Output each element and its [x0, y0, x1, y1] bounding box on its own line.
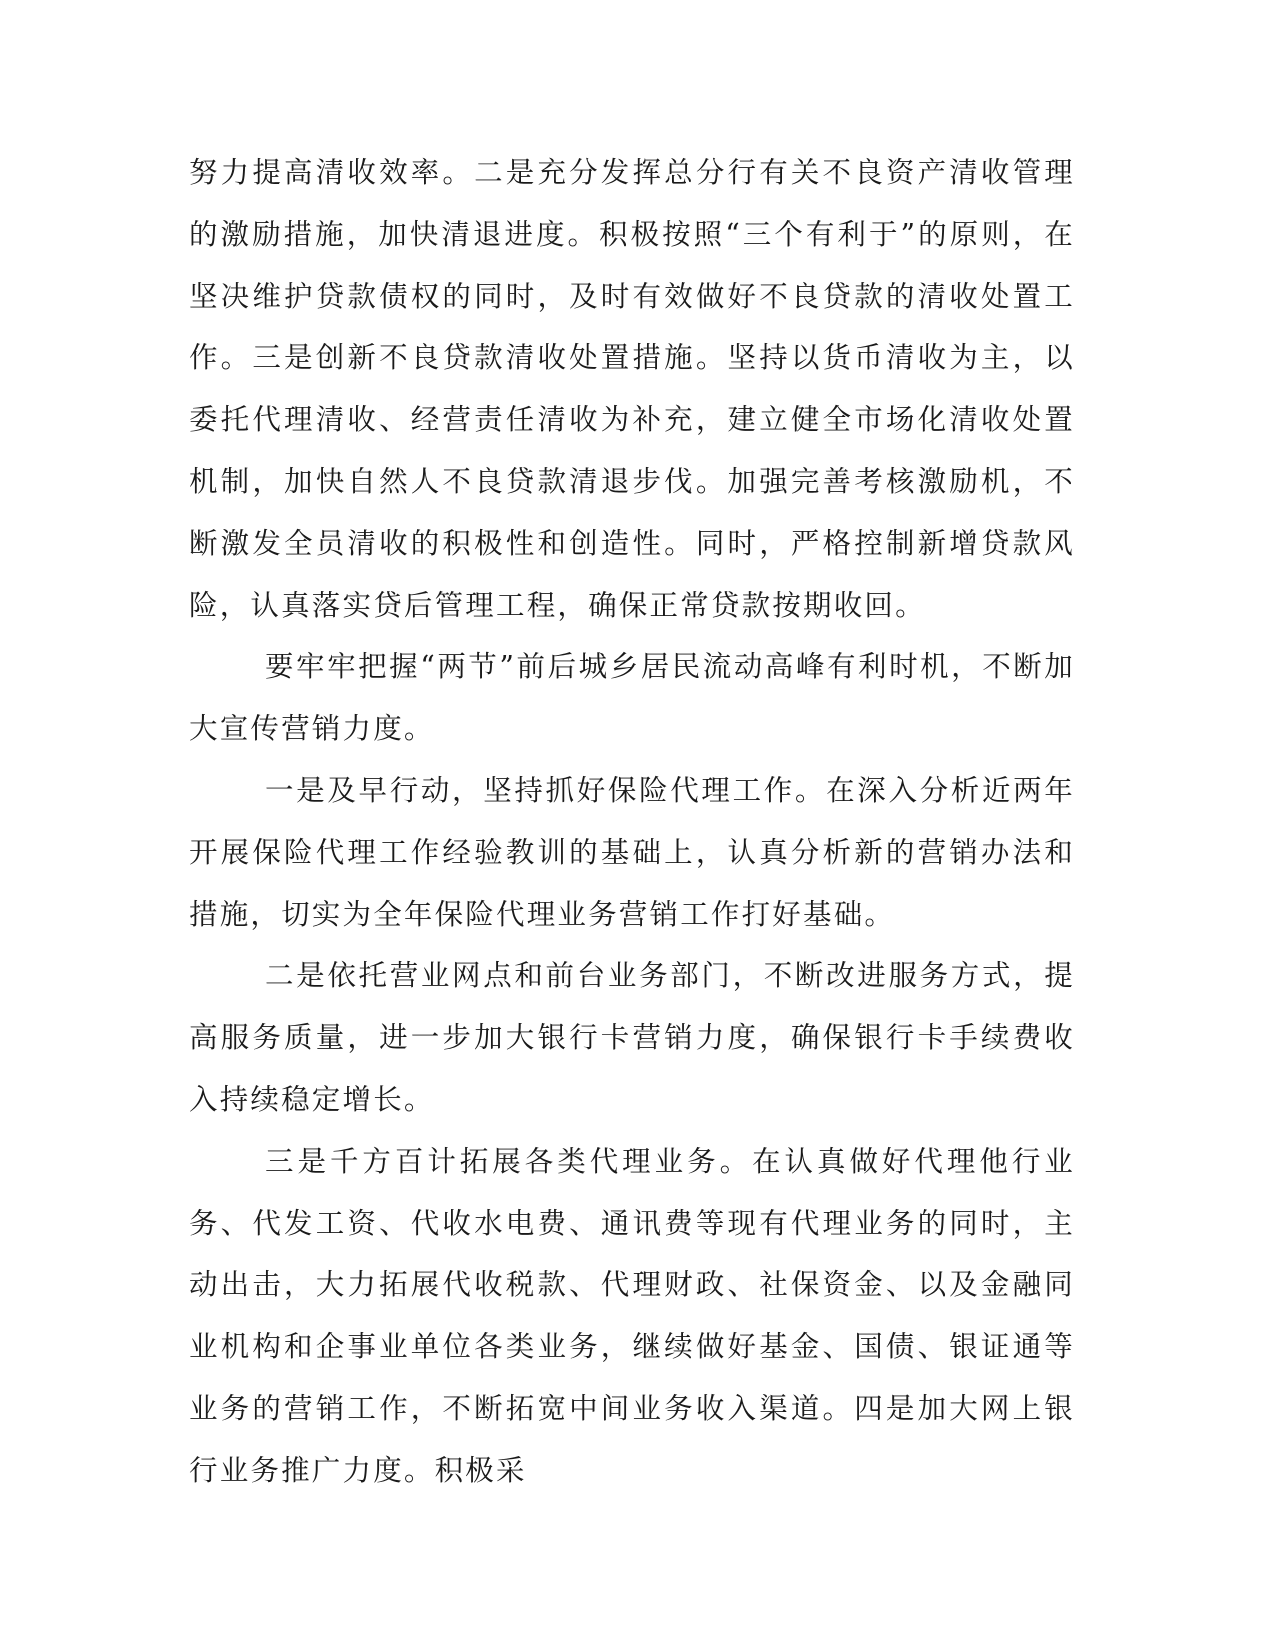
paragraph-agency-business: 三是千方百计拓展各类代理业务。在认真做好代理他行业务、代发工资、代收水电费、通讯费等现有代理业务的同时，主动出击，大力拓展代收税款、代理财政、社保资金、以及金融同业机构和企事业单位各类业务，继续做好基金、国债、银证通等业务的营销工作，不断拓宽中间业务收入渠道。四是加大网上银行业务推广力度。积极采 [189, 1144, 1075, 1487]
document-body [189, 142, 1075, 1502]
paragraph-two-festivals: 要牢牢把握“两节”前后城乡居民流动高峰有利时机，不断加大宣传营销力度。 [189, 650, 1075, 746]
paragraph-continuation: 努力提高清收效率。二是充分发挥总分行有关不良资产清收管理的激励措施，加快清退进度。积极按照“三个有利于”的原则，在坚决维护贷款债权的同时，及时有效做好不良贷款的清收处置工作。三是创新不良贷款清收处置措施。坚持以货币清收为主，以委托代理清收、经营责任清收为补充，建立健全市场化清收处置机制，加快自然人不良贷款清退步伐。加强完善考核激励机，不断激发全员清收的积极性和创造性。同时，严格控制新增贷款风险，认真落实贷后管理工程，确保正常贷款按期收回。 [189, 156, 1075, 622]
paragraph-insurance-agency: 一是及早行动，坚持抓好保险代理工作。在深入分析近两年开展保险代理工作经验教训的基础上，认真分析新的营销办法和措施，切实为全年保险代理业务营销工作打好基础。 [189, 773, 1075, 931]
paragraph-bank-card: 二是依托营业网点和前台业务部门，不断改进服务方式，提高服务质量，进一步加大银行卡营销力度，确保银行卡手续费收入持续稳定增长。 [189, 959, 1075, 1116]
